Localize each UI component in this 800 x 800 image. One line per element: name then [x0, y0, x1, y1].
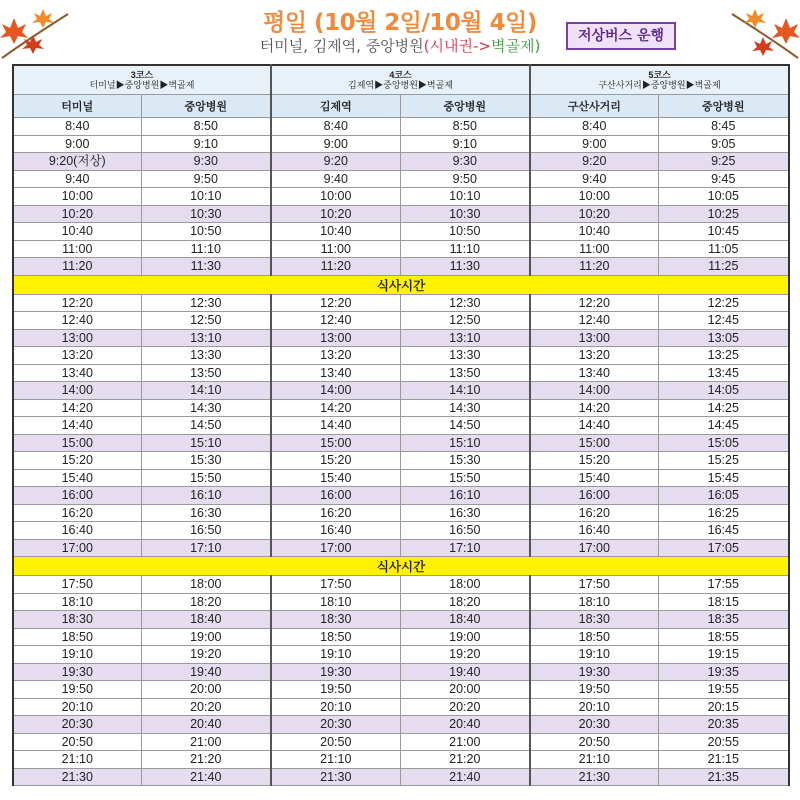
course-3-hospital-time: 10:10: [141, 188, 271, 206]
course-4-origin-time: 18:30: [271, 611, 400, 629]
course-3-hospital-time: 18:40: [141, 611, 271, 629]
course-5-hospital-time: 9:05: [658, 135, 789, 153]
course-4-hospital-time: 14:10: [400, 382, 530, 400]
course-3-hospital-time: 14:30: [141, 399, 271, 417]
course-4-hospital-time: 14:50: [400, 417, 530, 435]
course-4-hospital-time: 18:20: [400, 593, 530, 611]
course-3-origin-time: 8:40: [13, 118, 141, 136]
course-3-hospital-time: 14:10: [141, 382, 271, 400]
course-5-hospital-time: 16:05: [658, 487, 789, 505]
course-5-hospital-time: 21:15: [658, 751, 789, 769]
course-4-origin-time: 10:00: [271, 188, 400, 206]
course-3-hospital-time: 17:10: [141, 539, 271, 557]
low-floor-bus-badge: 저상버스 운행: [566, 22, 676, 50]
course-4-route: 김제역▶중앙병원▶벽골제: [348, 80, 453, 90]
course-4-header: [271, 65, 530, 95]
course-4-origin-time: 19:30: [271, 663, 400, 681]
course-3-hospital-time: 20:40: [141, 716, 271, 734]
schedule-row: [13, 118, 789, 136]
subtitle-stops: 터미널, 김제역, 중앙병원: [259, 37, 424, 55]
course-4-origin-time: 16:40: [271, 522, 400, 540]
course-3-hospital-time: 13:50: [141, 364, 271, 382]
course-5-hospital-time: 14:05: [658, 382, 789, 400]
course-4-hospital-time: 11:10: [400, 240, 530, 258]
course-3-origin-time: 13:20: [13, 347, 141, 365]
schedule-row-low-floor: [13, 487, 789, 505]
course-4-hospital-time: 12:50: [400, 312, 530, 330]
course-3-origin-time: 9:20(저상): [13, 153, 141, 171]
course-4-origin-time: 19:50: [271, 681, 400, 699]
course-5-hospital-time: 13:25: [658, 347, 789, 365]
course-3-hospital-time: 21:00: [141, 733, 271, 751]
course-3-origin-time: 17:00: [13, 539, 141, 557]
course-5-origin-time: 18:50: [530, 628, 658, 646]
course-5-origin-time: 10:00: [530, 188, 658, 206]
course-3-origin-time: 16:20: [13, 504, 141, 522]
course-3-hospital-time: 16:10: [141, 487, 271, 505]
course-4-origin-time: 21:10: [271, 751, 400, 769]
course-3-origin-time: 10:20: [13, 205, 141, 223]
schedule-row: [13, 347, 789, 365]
course-5-header: [530, 65, 789, 95]
course-4-origin-time: 21:30: [271, 768, 400, 786]
course-4-origin-time: 12:40: [271, 312, 400, 330]
course-4-hospital-time: 8:50: [400, 118, 530, 136]
course-5-origin-time: 15:40: [530, 469, 658, 487]
schedule-row-low-floor: [13, 768, 789, 786]
course-4-hospital-time: 10:10: [400, 188, 530, 206]
course-5-hospital-time: 13:45: [658, 364, 789, 382]
course-3-hospital-time: 14:50: [141, 417, 271, 435]
course-5-origin-header: 구산사거리: [530, 95, 658, 118]
course-5-hospital-time: 9:25: [658, 153, 789, 171]
course-3-origin-time: 14:00: [13, 382, 141, 400]
course-5-origin-time: 20:30: [530, 716, 658, 734]
course-5-hospital-time: 8:45: [658, 118, 789, 136]
course-5-origin-time: 21:10: [530, 751, 658, 769]
course-4-origin-time: 19:10: [271, 646, 400, 664]
timetable: [12, 64, 790, 786]
course-3-origin-time: 15:00: [13, 434, 141, 452]
course-4-hospital-time: 17:10: [400, 539, 530, 557]
course-3-origin-time: 15:20: [13, 452, 141, 470]
course-5-hospital-time: 10:25: [658, 205, 789, 223]
course-3-hospital-time: 20:00: [141, 681, 271, 699]
course-5-origin-time: 20:10: [530, 698, 658, 716]
course-5-origin-time: 19:30: [530, 663, 658, 681]
course-4-origin-time: 9:20: [271, 153, 400, 171]
course-3-origin-time: 18:30: [13, 611, 141, 629]
header: [0, 0, 800, 64]
course-4-origin-time: 9:40: [271, 170, 400, 188]
course-4-origin-time: 20:50: [271, 733, 400, 751]
course-4-hospital-time: 19:20: [400, 646, 530, 664]
schedule-row: [13, 294, 789, 312]
course-5-hospital-time: 18:15: [658, 593, 789, 611]
course-3-hospital-time: 18:20: [141, 593, 271, 611]
course-4-hospital-time: 12:30: [400, 294, 530, 312]
schedule-row-low-floor: [13, 539, 789, 557]
course-3-origin-time: 20:10: [13, 698, 141, 716]
course-5-hospital-time: 18:35: [658, 611, 789, 629]
course-4-origin-time: 18:10: [271, 593, 400, 611]
course-4-origin-time: 15:40: [271, 469, 400, 487]
schedule-row: [13, 593, 789, 611]
course-3-hospital-time: 21:40: [141, 768, 271, 786]
course-4-hospital-time: 16:50: [400, 522, 530, 540]
schedule-row: [13, 223, 789, 241]
course-5-hospital-time: 18:55: [658, 628, 789, 646]
course-5-hospital-time: 15:45: [658, 469, 789, 487]
course-4-hospital-time: 15:10: [400, 434, 530, 452]
schedule-row: [13, 188, 789, 206]
course-5-origin-time: 21:30: [530, 768, 658, 786]
course-5-origin-time: 12:20: [530, 294, 658, 312]
course-5-hospital-time: 10:45: [658, 223, 789, 241]
course-4-hospital-time: 15:30: [400, 452, 530, 470]
course-5-origin-time: 15:00: [530, 434, 658, 452]
schedule-row: [13, 522, 789, 540]
course-4-origin-time: 13:20: [271, 347, 400, 365]
course-4-hospital-time: 20:40: [400, 716, 530, 734]
schedule-row: [13, 135, 789, 153]
course-5-origin-time: 13:40: [530, 364, 658, 382]
page-title: 평일 (10월 2일/10월 4일): [263, 10, 537, 36]
course-5-origin-time: 11:20: [530, 258, 658, 276]
course-4-origin-time: 10:40: [271, 223, 400, 241]
course-4-origin-time: 15:00: [271, 434, 400, 452]
course-3-origin-time: 15:40: [13, 469, 141, 487]
course-4-origin-time: 11:00: [271, 240, 400, 258]
course-5-origin-time: 18:10: [530, 593, 658, 611]
course-3-origin-time: 20:50: [13, 733, 141, 751]
course-5-origin-time: 15:20: [530, 452, 658, 470]
course-3-origin-time: 11:00: [13, 240, 141, 258]
course-4-origin-header: 김제역: [271, 95, 400, 118]
meal-break-row: [13, 557, 789, 576]
course-3-origin-header: 터미널: [13, 95, 141, 118]
course-4-origin-time: 15:20: [271, 452, 400, 470]
course-5-hospital-time: 11:25: [658, 258, 789, 276]
course-4-hospital-time: 16:30: [400, 504, 530, 522]
course-3-origin-time: 14:40: [13, 417, 141, 435]
course-5-hospital-time: 16:25: [658, 504, 789, 522]
course-3-origin-time: 16:40: [13, 522, 141, 540]
course-5-origin-time: 18:30: [530, 611, 658, 629]
course-4-hospital-time: 16:10: [400, 487, 530, 505]
course-5-origin-time: 10:40: [530, 223, 658, 241]
course-3-origin-time: 13:40: [13, 364, 141, 382]
course-3-hospital-time: 18:00: [141, 576, 271, 594]
course-4-hospital-time: 9:30: [400, 153, 530, 171]
course-4-hospital-time: 21:40: [400, 768, 530, 786]
course-5-origin-time: 19:10: [530, 646, 658, 664]
course-5-name: 5코스: [648, 70, 671, 80]
course-4-hospital-header: 중앙병원: [400, 95, 530, 118]
course-5-origin-time: 11:00: [530, 240, 658, 258]
course-4-origin-time: 20:30: [271, 716, 400, 734]
course-4-hospital-time: 20:00: [400, 681, 530, 699]
course-4-hospital-time: 18:40: [400, 611, 530, 629]
course-3-hospital-time: 21:20: [141, 751, 271, 769]
course-3-origin-time: 20:30: [13, 716, 141, 734]
course-5-hospital-time: 14:25: [658, 399, 789, 417]
schedule-row-low-floor: [13, 434, 789, 452]
schedule-row: [13, 399, 789, 417]
course-5-hospital-time: 19:55: [658, 681, 789, 699]
schedule-row: [13, 469, 789, 487]
course-4-hospital-time: 19:00: [400, 628, 530, 646]
schedule-row: [13, 452, 789, 470]
schedule-row: [13, 681, 789, 699]
course-5-hospital-time: 15:05: [658, 434, 789, 452]
stop-header-row: [13, 95, 789, 118]
course-3-origin-time: 19:30: [13, 663, 141, 681]
course-3-hospital-time: 15:30: [141, 452, 271, 470]
schedule-row: [13, 646, 789, 664]
course-5-origin-time: 16:20: [530, 504, 658, 522]
course-5-origin-time: 19:50: [530, 681, 658, 699]
schedule-row-low-floor: [13, 153, 789, 171]
course-5-origin-time: 14:20: [530, 399, 658, 417]
course-4-hospital-time: 19:40: [400, 663, 530, 681]
course-4-hospital-time: 15:50: [400, 469, 530, 487]
course-3-origin-time: 9:00: [13, 135, 141, 153]
course-3-hospital-time: 15:10: [141, 434, 271, 452]
schedule-row-low-floor: [13, 382, 789, 400]
course-5-hospital-time: 12:25: [658, 294, 789, 312]
course-4-origin-time: 10:20: [271, 205, 400, 223]
course-4-hospital-time: 13:30: [400, 347, 530, 365]
course-3-hospital-time: 15:50: [141, 469, 271, 487]
schedule-row: [13, 751, 789, 769]
course-5-hospital-time: 19:15: [658, 646, 789, 664]
course-5-hospital-time: 12:45: [658, 312, 789, 330]
course-4-origin-time: 18:50: [271, 628, 400, 646]
course-3-hospital-time: 19:00: [141, 628, 271, 646]
course-3-origin-time: 10:40: [13, 223, 141, 241]
course-3-hospital-time: 9:10: [141, 135, 271, 153]
course-5-origin-time: 10:20: [530, 205, 658, 223]
page-subtitle: [0, 35, 800, 56]
schedule-row: [13, 504, 789, 522]
course-4-hospital-time: 18:00: [400, 576, 530, 594]
course-4-origin-time: 14:20: [271, 399, 400, 417]
meal-break-label: 식사시간: [13, 557, 789, 576]
schedule-body: [13, 118, 789, 786]
meal-break-row: [13, 275, 789, 294]
course-5-origin-time: 20:50: [530, 733, 658, 751]
course-3-header: [13, 65, 271, 95]
course-4-hospital-time: 10:50: [400, 223, 530, 241]
course-4-origin-time: 8:40: [271, 118, 400, 136]
course-5-hospital-time: 16:45: [658, 522, 789, 540]
schedule-row-low-floor: [13, 663, 789, 681]
course-4-origin-time: 16:20: [271, 504, 400, 522]
course-5-hospital-time: 20:35: [658, 716, 789, 734]
course-5-origin-time: 13:00: [530, 329, 658, 347]
course-5-hospital-time: 17:05: [658, 539, 789, 557]
course-3-origin-time: 18:50: [13, 628, 141, 646]
schedule-row: [13, 576, 789, 594]
course-5-origin-time: 9:40: [530, 170, 658, 188]
course-4-hospital-time: 14:30: [400, 399, 530, 417]
course-4-hospital-time: 10:30: [400, 205, 530, 223]
course-5-origin-time: 9:00: [530, 135, 658, 153]
course-3-hospital-time: 10:30: [141, 205, 271, 223]
course-3-hospital-time: 12:50: [141, 312, 271, 330]
course-3-hospital-time: 10:50: [141, 223, 271, 241]
course-3-hospital-header: 중앙병원: [141, 95, 271, 118]
course-4-origin-time: 11:20: [271, 258, 400, 276]
course-5-origin-time: 13:20: [530, 347, 658, 365]
course-5-origin-time: 14:00: [530, 382, 658, 400]
course-5-hospital-time: 13:05: [658, 329, 789, 347]
course-4-origin-time: 14:00: [271, 382, 400, 400]
course-4-hospital-time: 11:30: [400, 258, 530, 276]
schedule-row-low-floor: [13, 329, 789, 347]
course-4-hospital-time: 9:10: [400, 135, 530, 153]
course-4-origin-time: 20:10: [271, 698, 400, 716]
course-4-hospital-time: 21:20: [400, 751, 530, 769]
schedule-row-low-floor: [13, 205, 789, 223]
course-4-hospital-time: 21:00: [400, 733, 530, 751]
course-3-origin-time: 11:20: [13, 258, 141, 276]
course-4-origin-time: 12:20: [271, 294, 400, 312]
course-4-name: 4코스: [389, 70, 412, 80]
course-3-hospital-time: 19:20: [141, 646, 271, 664]
course-3-origin-time: 14:20: [13, 399, 141, 417]
schedule-row: [13, 733, 789, 751]
schedule-row: [13, 240, 789, 258]
course-3-hospital-time: 16:30: [141, 504, 271, 522]
course-5-hospital-time: 11:05: [658, 240, 789, 258]
schedule-row: [13, 628, 789, 646]
schedule-row-low-floor: [13, 716, 789, 734]
course-3-hospital-time: 9:50: [141, 170, 271, 188]
course-4-origin-time: 17:00: [271, 539, 400, 557]
course-5-origin-time: 16:40: [530, 522, 658, 540]
course-3-origin-time: 10:00: [13, 188, 141, 206]
course-3-name: 3코스: [130, 70, 154, 80]
course-5-hospital-time: 17:55: [658, 576, 789, 594]
course-3-origin-time: 16:00: [13, 487, 141, 505]
course-5-hospital-time: 19:35: [658, 663, 789, 681]
subtitle-downtown: (시내권->: [423, 37, 491, 55]
subtitle-destination: 벽골제): [490, 37, 541, 55]
schedule-row: [13, 417, 789, 435]
course-5-hospital-time: 10:05: [658, 188, 789, 206]
course-5-origin-time: 12:40: [530, 312, 658, 330]
course-5-origin-time: 9:20: [530, 153, 658, 171]
course-3-origin-time: 19:10: [13, 646, 141, 664]
meal-break-label: 식사시간: [13, 275, 789, 294]
course-3-origin-time: 13:00: [13, 329, 141, 347]
course-4-origin-time: 17:50: [271, 576, 400, 594]
course-4-origin-time: 14:40: [271, 417, 400, 435]
course-4-origin-time: 9:00: [271, 135, 400, 153]
course-3-hospital-time: 11:10: [141, 240, 271, 258]
course-3-hospital-time: 8:50: [141, 118, 271, 136]
course-4-hospital-time: 20:20: [400, 698, 530, 716]
course-5-hospital-time: 20:15: [658, 698, 789, 716]
course-5-hospital-time: 21:35: [658, 768, 789, 786]
schedule-row-low-floor: [13, 258, 789, 276]
course-5-origin-time: 8:40: [530, 118, 658, 136]
course-header-row: [13, 65, 789, 95]
course-5-hospital-time: 9:45: [658, 170, 789, 188]
course-3-origin-time: 18:10: [13, 593, 141, 611]
course-3-origin-time: 17:50: [13, 576, 141, 594]
course-3-origin-time: 12:20: [13, 294, 141, 312]
course-3-hospital-time: 11:30: [141, 258, 271, 276]
course-5-origin-time: 14:40: [530, 417, 658, 435]
course-3-origin-time: 19:50: [13, 681, 141, 699]
course-5-route: 구산사거리▶중앙병원▶벽골제: [598, 80, 721, 90]
schedule-row: [13, 364, 789, 382]
course-3-hospital-time: 13:30: [141, 347, 271, 365]
course-4-origin-time: 13:00: [271, 329, 400, 347]
schedule-row: [13, 312, 789, 330]
course-5-origin-time: 17:00: [530, 539, 658, 557]
course-5-hospital-time: 20:55: [658, 733, 789, 751]
course-3-origin-time: 12:40: [13, 312, 141, 330]
course-3-hospital-time: 12:30: [141, 294, 271, 312]
course-3-hospital-time: 19:40: [141, 663, 271, 681]
course-5-hospital-time: 14:45: [658, 417, 789, 435]
schedule-row: [13, 170, 789, 188]
course-4-hospital-time: 13:10: [400, 329, 530, 347]
course-3-hospital-time: 13:10: [141, 329, 271, 347]
course-3-origin-time: 9:40: [13, 170, 141, 188]
course-4-origin-time: 13:40: [271, 364, 400, 382]
schedule-row: [13, 698, 789, 716]
schedule-row-low-floor: [13, 611, 789, 629]
course-5-origin-time: 17:50: [530, 576, 658, 594]
course-4-hospital-time: 9:50: [400, 170, 530, 188]
course-3-origin-time: 21:30: [13, 768, 141, 786]
course-5-hospital-time: 15:25: [658, 452, 789, 470]
course-4-origin-time: 16:00: [271, 487, 400, 505]
course-5-origin-time: 16:00: [530, 487, 658, 505]
course-3-hospital-time: 20:20: [141, 698, 271, 716]
course-3-origin-time: 21:10: [13, 751, 141, 769]
course-4-hospital-time: 13:50: [400, 364, 530, 382]
course-3-hospital-time: 9:30: [141, 153, 271, 171]
course-3-route: 터미널▶중앙병원▶벽골제: [89, 80, 195, 90]
course-3-hospital-time: 16:50: [141, 522, 271, 540]
course-5-hospital-header: 중앙병원: [658, 95, 789, 118]
